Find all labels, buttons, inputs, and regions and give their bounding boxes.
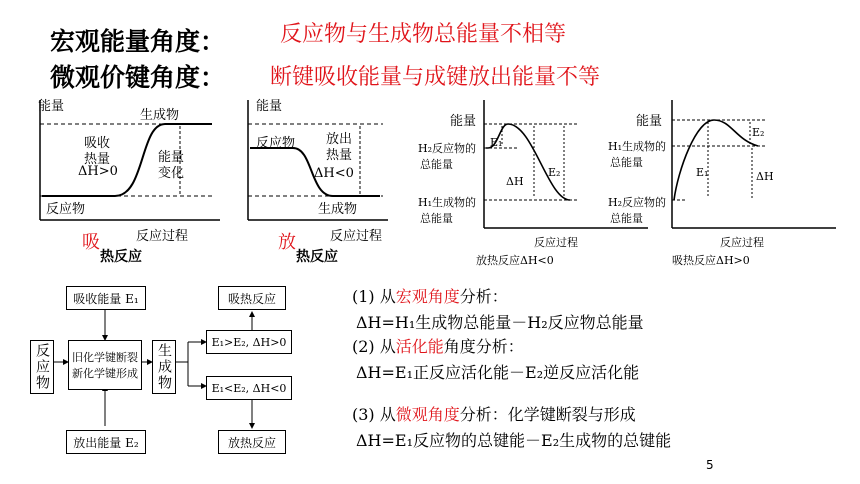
fig1-xlabel: 反应过程 bbox=[136, 229, 189, 244]
flow-release-box: 放出能量 E₂ bbox=[66, 430, 146, 454]
macro-label: 宏观能量角度： bbox=[50, 27, 226, 56]
fig4-h1a: H₁生成物的 bbox=[608, 140, 667, 153]
fig2-release1: 放出 bbox=[326, 132, 353, 147]
flow-gt-box: E₁>E₂, ΔH>0 bbox=[206, 330, 292, 354]
analysis-2-prefix: (2) 从 bbox=[352, 337, 396, 356]
flow-exo-box: 放热反应 bbox=[218, 430, 286, 454]
fig1-mark: 吸 bbox=[82, 232, 100, 253]
analysis-3-highlight: 微观角度 bbox=[395, 405, 460, 424]
fig2-reactant: 反应物 bbox=[256, 136, 296, 151]
analysis-3-heading bbox=[352, 402, 636, 425]
flow-product-box: 生成物 bbox=[152, 340, 176, 394]
flow-middle-line2: 新化学键形成 bbox=[72, 367, 138, 380]
fig4-e2: E₂ bbox=[752, 126, 765, 139]
fig4-caption: 吸热反应ΔH>0 bbox=[672, 254, 750, 267]
flow-middle-line1: 旧化学键断裂 bbox=[72, 351, 138, 364]
fig4-xlabel: 反应过程 bbox=[720, 236, 764, 249]
fig3-ylabel: 能量 bbox=[450, 114, 477, 129]
analysis-2-heading bbox=[352, 334, 524, 357]
fig4-h1b: 总能量 bbox=[610, 156, 643, 169]
analysis-1-heading bbox=[352, 284, 508, 307]
fig1-caption: 热反应 bbox=[100, 249, 142, 265]
macro-text: 反应物与生成物总能量不相等 bbox=[280, 22, 567, 47]
flow-absorb-box: 吸收能量 E₁ bbox=[66, 286, 146, 310]
flow-endo-box: 吸热反应 bbox=[218, 286, 286, 310]
fig3-e2: E₂ bbox=[548, 166, 561, 179]
analysis-2-highlight: 活化能 bbox=[395, 337, 444, 356]
fig2-caption: 热反应 bbox=[296, 249, 338, 265]
flow-lt-box: E₁<E₂, ΔH<0 bbox=[206, 376, 292, 400]
micro-text: 断键吸收能量与成键放出能量不等 bbox=[270, 65, 601, 90]
fig2-xlabel: 反应过程 bbox=[330, 229, 383, 244]
fig1-change1: 能量 bbox=[158, 150, 185, 165]
fig1-dh: ΔH>0 bbox=[78, 164, 118, 179]
fig4-ylabel: 能量 bbox=[636, 114, 663, 129]
fig2-mark: 放 bbox=[278, 232, 296, 253]
analysis-3-formula: ΔH=E₁反应物的总键能－E₂生成物的总键能 bbox=[356, 431, 672, 450]
fig1-reactant: 反应物 bbox=[46, 202, 86, 217]
fig1-graph bbox=[30, 100, 230, 260]
fig3-dh: ΔH bbox=[506, 175, 524, 188]
fig2-ylabel: 能量 bbox=[256, 99, 283, 114]
fig4-h2b: 总能量 bbox=[610, 212, 643, 225]
fig4-dh: ΔH bbox=[756, 170, 774, 183]
fig4-e1: E₁ bbox=[696, 166, 709, 179]
analysis-1-suffix: 分析： bbox=[459, 287, 508, 306]
analysis-2-suffix: 角度分析： bbox=[443, 337, 524, 356]
fig3-e1: E₁ bbox=[490, 136, 503, 149]
fig3-caption: 放热反应ΔH<0 bbox=[476, 254, 554, 267]
fig3-h2a: H₂反应物的 bbox=[418, 142, 477, 155]
fig1-product: 生成物 bbox=[140, 108, 180, 123]
fig2-release2: 热量 bbox=[326, 148, 353, 163]
fig3-h1a: H₁生成物的 bbox=[418, 196, 477, 209]
analysis-1-prefix: (1) 从 bbox=[352, 287, 396, 306]
analysis-3-prefix: (3) 从 bbox=[352, 405, 396, 424]
analysis-3-suffix: 分析：化学键断裂与形成 bbox=[459, 405, 636, 424]
flow-reactant-box: 反应物 bbox=[30, 340, 54, 394]
fig3-h2b: 总能量 bbox=[420, 158, 453, 171]
fig1-ylabel: 能量 bbox=[38, 99, 65, 114]
fig1-absorb2: 热量 bbox=[84, 152, 111, 167]
analysis-2-formula: ΔH=E₁正反应活化能－E₂逆反应活化能 bbox=[356, 363, 640, 382]
analysis-1-highlight: 宏观角度 bbox=[395, 287, 460, 306]
page-number: 5 bbox=[706, 458, 714, 472]
fig4-h2a: H₂反应物的 bbox=[608, 196, 667, 209]
flow-middle-box bbox=[68, 340, 142, 390]
fig3-xlabel: 反应过程 bbox=[534, 236, 578, 249]
fig1-change2: 变化 bbox=[158, 166, 185, 181]
analysis-1-formula: ΔH=H₁生成物总能量－H₂反应物总能量 bbox=[356, 313, 644, 332]
fig3-h1b: 总能量 bbox=[420, 212, 453, 225]
fig2-product: 生成物 bbox=[318, 202, 358, 217]
fig1-absorb1: 吸收 bbox=[84, 136, 111, 151]
fig2-dh: ΔH<0 bbox=[314, 166, 354, 181]
micro-label: 微观价键角度： bbox=[50, 63, 226, 92]
